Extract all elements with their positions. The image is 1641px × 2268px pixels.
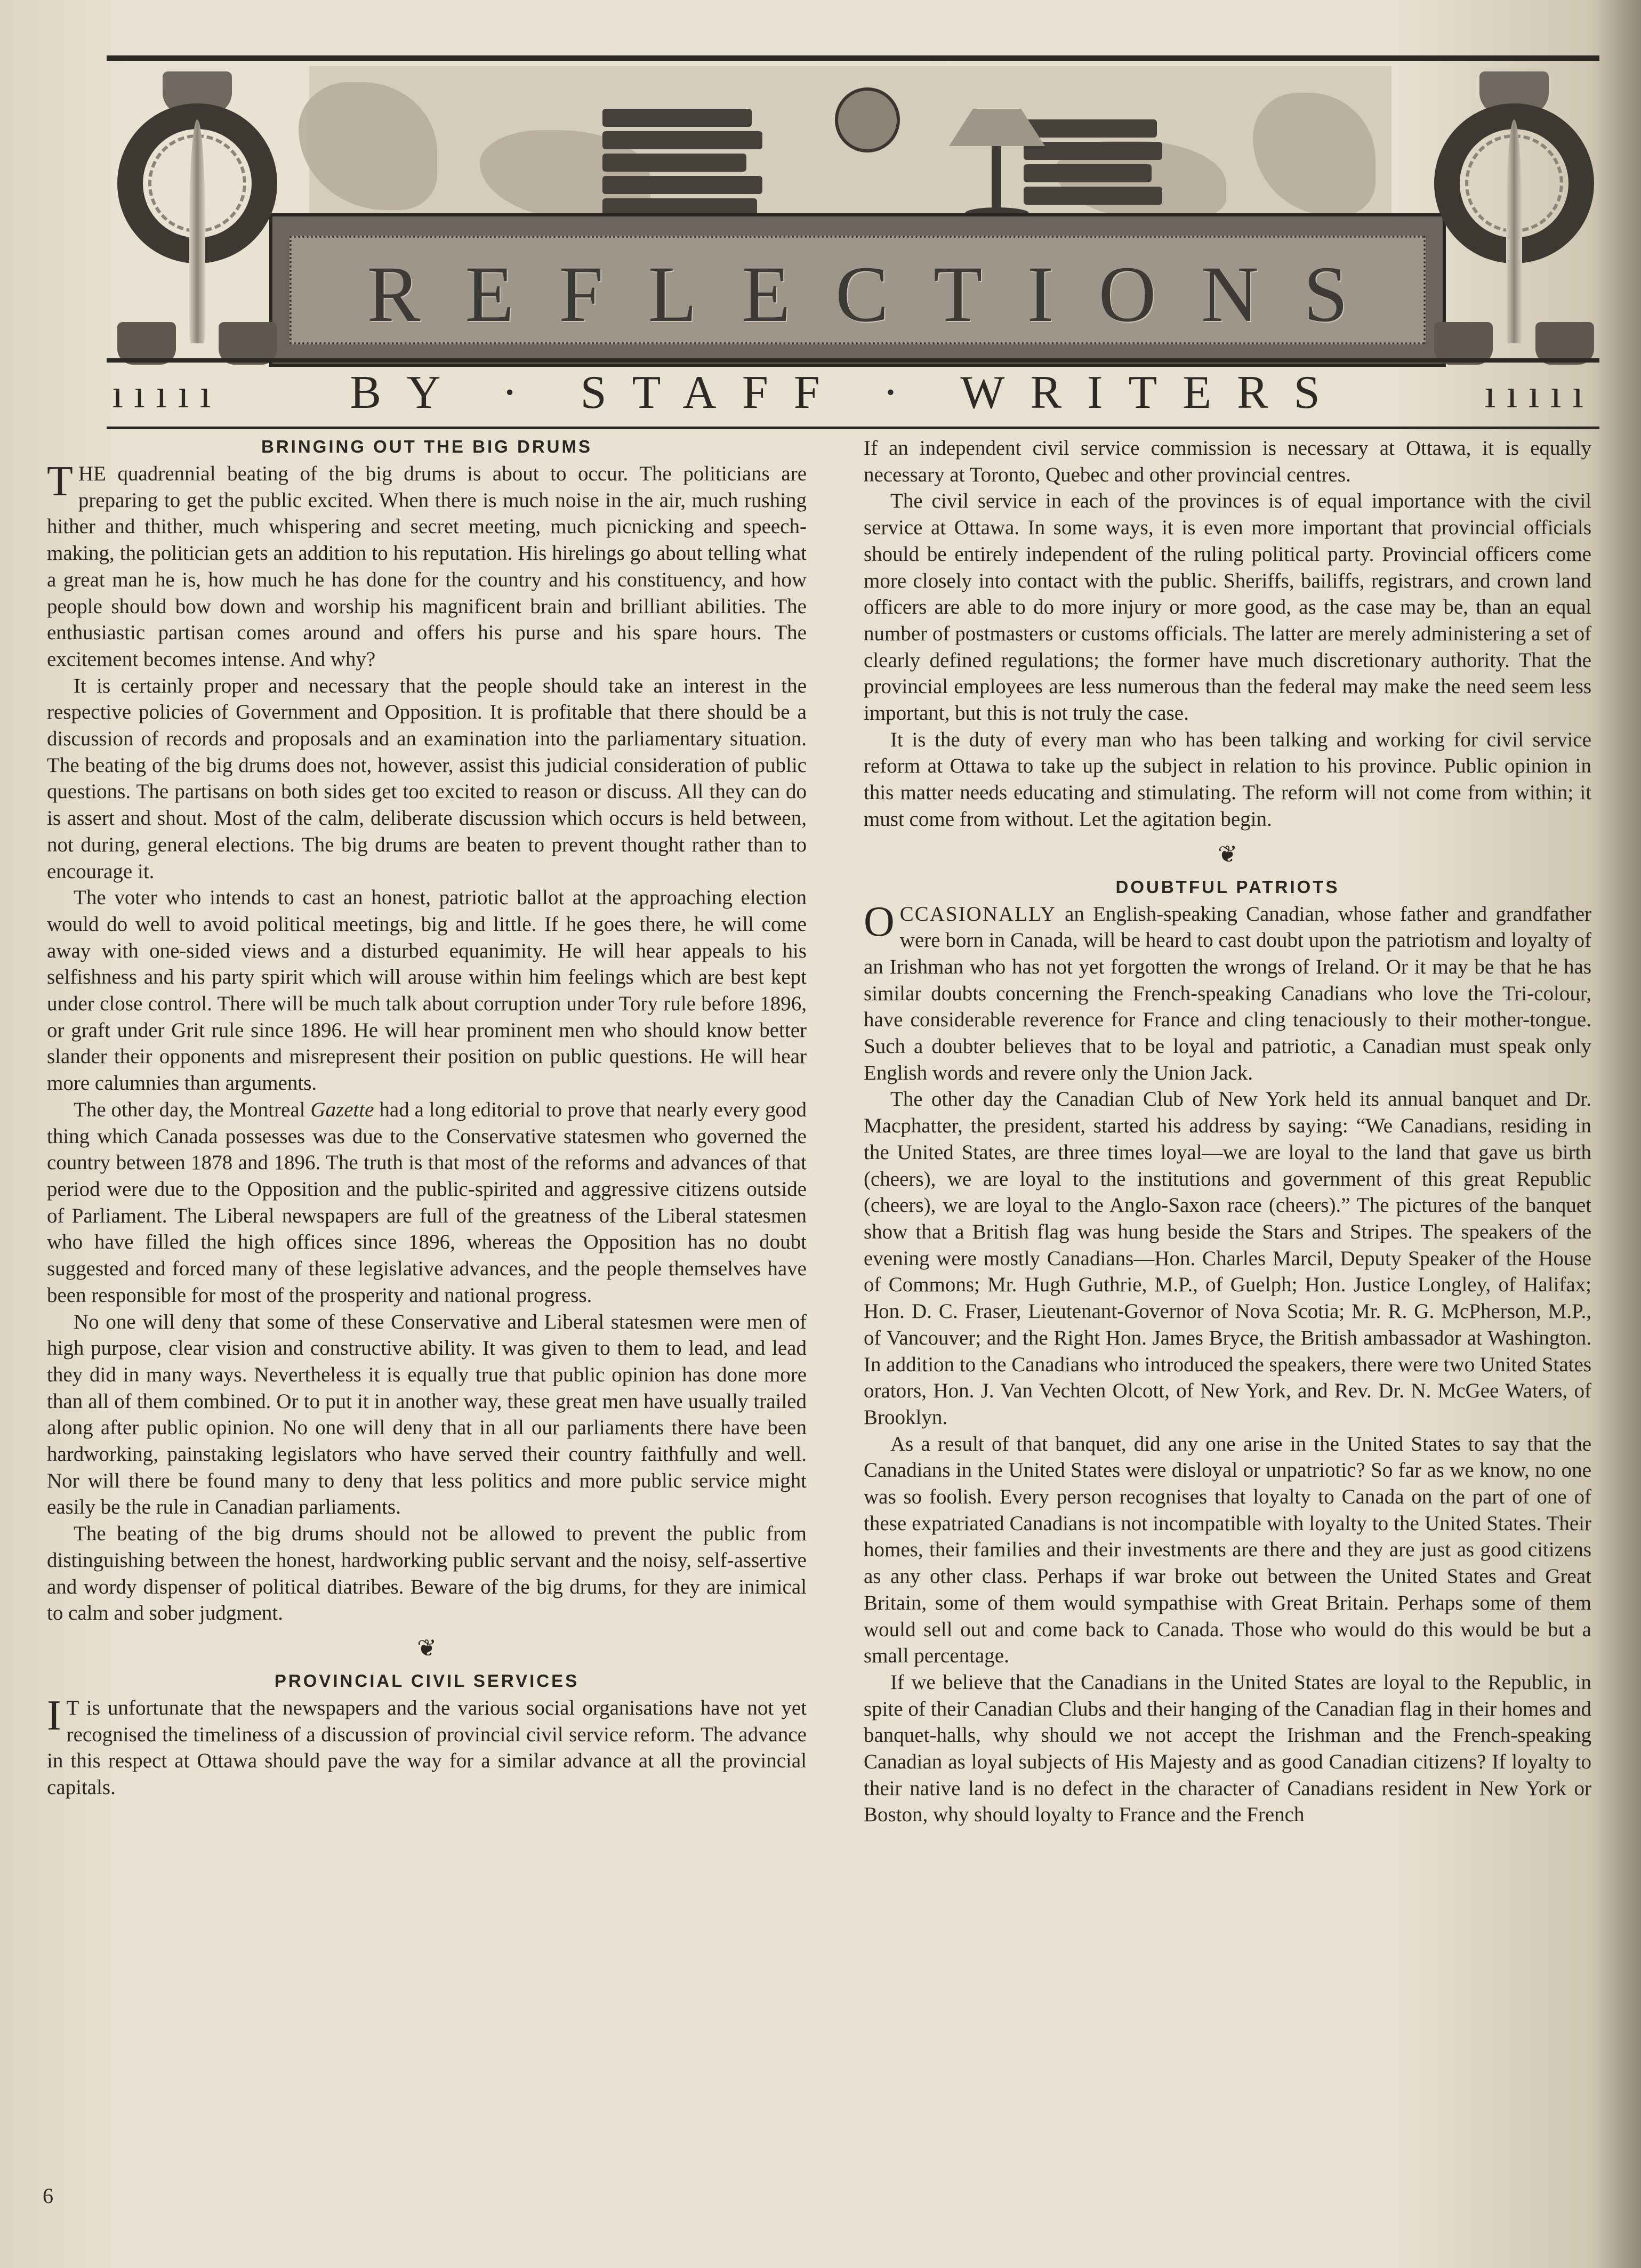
article-heading: DOUBTFUL PATRIOTS	[1115, 876, 1340, 897]
oil-lamp-icon	[938, 109, 1056, 221]
decorative-ticks: ııııı	[1484, 372, 1594, 416]
stacked-books-icon	[602, 98, 762, 226]
article-paragraph: OCCASIONALLY an English-speaking Canadian, whose father and grandfather were born in Canada, will be heard to cast doubt upon the patriotism and loyalty of an Irishman who has not yet forgotten the wrongs of Ireland. Or it may be that he has similar doubts concerning the French-speaking Canadians who love the Tri-colour, have considerable reverence for France and cling tenaciously to their mother-tongue. Such a doubter believes that to be loyal and patriotic, a Canadian must speak only English words and revere only the Union Jack.	[864, 898, 1591, 1084]
article-paragraph: The civil service in each of the provinces is of equal importance with the civil service at Ottawa. In some ways, it is even more important that provincial officials should be entirely independent of the ruling political party. Provincial officers come more closely into contact with the public. Sheriffs, bailiffs, registrars, and crown land officers are able to do more injury or more good, as the case may be, than an equal number of postmasters or customs officials. The latter are merely administering a set of clearly defined regulations; the former have much discretionary authority. That the provincial employees are less numerous than the federal may make the need seem less important, but this is not truly the case.	[864, 489, 1591, 725]
quill-feather-icon	[1506, 119, 1522, 343]
article-paragraph: It is the duty of every man who has been talking and working for civil service reform at Ottawa to take up the subject in relation to his province. Public opinion in this matter needs educating and stimulating. The reform will not come from within; it must come from without. Let the agitation begin.	[864, 728, 1591, 831]
reflections-banner	[107, 55, 1599, 367]
article-paragraph: As a result of that banquet, did any one arise in the United States to say that the Canadians in the United States were disloyal or unpatriotic? So far as we know, no one was so foolish. Every person recognises that loyalty to Canada on the part of one of these expatriated Canadians is not incompatible with loyalty to the United States. Their homes, their families and their investments are there and they are just as good citizens as any other class. Perhaps if war broke out between the United States and Great Britain, some of them would sympathise with Great Britain. Perhaps some of them would sell out and come back to Canada. Those who would do this would be but a small percentage.	[864, 1432, 1591, 1668]
article-heading: PROVINCIAL CIVIL SERVICES	[274, 1670, 580, 1691]
article-paragraph: THE quadrennial beating of the big drums is about to occur. The politicians are preparing to get the public excited. When there is much noise in the air, much rushing hither and thither, much whispering and secret meeting, much picnicking and speech-making, the politician gets an addition to his reputation. His hirelings go about telling what a great man he is, how much he has done for the country and his constituency, and how people should bow down and worship his magnificent brain and brilliant abilities. The enthusiastic partisan comes around and offers his purse and his spare hours. The excitement becomes intense. And why?	[47, 458, 807, 671]
right-column	[864, 435, 1591, 1828]
drop-cap: I	[47, 1692, 61, 1739]
page-number: 6	[43, 2184, 53, 2208]
page-title: REFLECTIONS	[367, 250, 1393, 339]
article-paragraph: The beating of the big drums should not be allowed to prevent the public from distinguishing between the honest, hardworking public servant and the noisy, self-assertive and wordy dispenser of political diatribes. Beware of the big drums, for they are inimical to calm and sober judgment.	[47, 1522, 807, 1625]
article-paragraph: It is certainly proper and necessary that the people should take an interest in the respective policies of Government and Opposition. It is profitable that there should be a discussion of records and proposals and an examination into the parliamentary situation. The beating of the big drums does not, however, assist this judicial consideration of public questions. The partisans on both sides get too excited to reason or discuss. All they can do is assert and shout. Most of the calm, deliberate discussion which occurs is held between, not during, general elections. The big drums are beaten to prevent thought rather than to encourage it.	[47, 674, 807, 883]
maple-leaf-medallion-icon	[835, 87, 900, 152]
article-paragraph: I T is unfortunate that the newspapers and the various social organisations have not yet recognised the timeliness of a discussion of provincial civil service reform. The advance in this respect at Ottawa should pave the way for a similar advance at all the provincial capitals.	[47, 1692, 807, 1799]
banner-rule	[107, 358, 1599, 363]
article-paragraph: No one will deny that some of these Conservative and Liberal statesmen were men of high purpose, clear vision and constructive ability. It was given to them to lead, and lead they did in many ways. Nevertheless it is equally true that public opinion has done more than all of them combined. Or to put it in another way, these great men have usually trailed along after public opinion. No one will deny that in all our parliaments there have been hardworking, painstaking legislators who have served their country faithfully and well. Nor will there be found many to deny that less politics and more public service might easily be the rule in Canadian parliaments.	[47, 1310, 807, 1519]
article-paragraph: The voter who intends to cast an honest, patriotic ballot at the approaching election would do well to avoid political meetings, big and little. If he goes there, he will come away with one-sided views and a disturbed equanimity. He will hear appeals to his selfishness and his party spirit which will arouse within him feelings which are best kept under close control. There will be much talk about corruption under Tory rule before 1896, or graft under Grit rule since 1896. He will hear prominent men who should know better slander their opponents and misrepresent their position on public questions. He will hear more calumnies than arguments.	[47, 886, 807, 1095]
drop-cap: T	[47, 458, 73, 505]
quill-feather-icon	[189, 119, 205, 343]
decorative-ticks: ııııı	[112, 372, 222, 416]
fleuron-icon: ❦	[417, 1635, 437, 1661]
byline-rule	[107, 427, 1599, 429]
fleuron-icon: ❦	[1218, 841, 1237, 867]
right-wreath-pillar	[1423, 71, 1605, 367]
article-paragraph: The other day, the Montreal Gazette had a long editorial to prove that nearly every good thing which Canada possesses was due to the Conservative statesmen who governed the country between 1878 and 1896. The truth is that most of the reforms and advances of that period were due to the Opposition and the public-spirited and aggressive citizens outside of Parliament. The Liberal newspapers are full of the greatness of the Liberal statesmen who have filled the high offices since 1896, whereas the Opposition has no doubt suggested and forced many of these legislative advances, and the people themselves have been responsible for most of the prosperity and national progress.	[47, 1098, 807, 1307]
left-wreath-pillar	[107, 71, 288, 367]
title-panel	[269, 213, 1446, 367]
article-heading: BRINGING OUT THE BIG DRUMS	[261, 437, 592, 456]
article-paragraph: The other day the Canadian Club of New York held its annual banquet and Dr. Macphatter, the president, started his address by saying: “We Canadians, residing in the United States, are three times loyal—we are loyal to the land that gave us birth (cheers), we are loyal to the institutions and government of this great Republic (cheers), we are loyal to the Anglo-Saxon race (cheers).” The pictures of the banquet show that a British flag was hung beside the Stars and Stripes. The speakers of the evening were mostly Canadians—Hon. Charles Marcil, Deputy Speaker of the House of Commons; Mr. Hugh Guthrie, M.P., of Guelph; Hon. Justice Longley, of Halifax; Hon. D. C. Fraser, Lieutenant-Governor of Nova Scotia; Mr. R. G. McPherson, M.P., of Vancouver; and the Right Hon. James Bryce, the British ambassador at Washington. In addition to the Canadians who introduced the speakers, there were two United States orators, Hon. J. Van Vechten Olcott, of New York, and Rev. Dr. N. McGee Waters, of Brooklyn.	[864, 1088, 1591, 1429]
byline-strip	[107, 366, 1599, 424]
article-paragraph: If we believe that the Canadians in the United States are loyal to the Republic, in spite of their Canadian Clubs and their hanging of the Canadian flag in their homes and banquet-halls, why should we not accept the Irishman and the French-speaking Canadian as loyal subjects of His Majesty and as good Canadian citizens? If loyalty to their native land is no defect in the character of Canadians resident in New York or Boston, why should loyalty to France and the French	[864, 1670, 1591, 1827]
byline: BY · STAFF · WRITERS	[350, 367, 1346, 419]
left-column	[47, 435, 807, 1801]
drop-cap: O	[864, 898, 895, 945]
article-paragraph: If an independent civil service commission is necessary at Ottawa, it is equally necessary at Toronto, Quebec and other provincial centres.	[864, 437, 1591, 486]
